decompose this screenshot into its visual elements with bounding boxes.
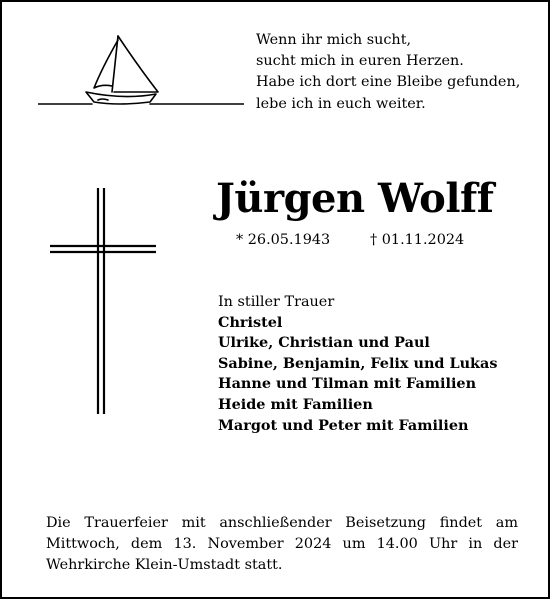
mourners-list (218, 292, 538, 436)
deceased-name: Jürgen Wolff (216, 175, 494, 222)
mourner-name: Christel (218, 313, 283, 331)
service-announcement (46, 513, 518, 576)
poem-line: sucht mich in euren Herzen. (256, 53, 464, 70)
service-line: Die Trauerfeier mit anschließender Beisetzung findet am (46, 515, 518, 531)
poem-line: Habe ich dort eine Bleibe gefunden, (256, 74, 521, 91)
cross-icon (50, 188, 156, 414)
service-line: Mittwoch, dem 13. November 2024 um 14.00 Uhr in der (46, 536, 518, 552)
death-date: † 01.11.2024 (370, 232, 465, 248)
poem (256, 30, 546, 115)
birth-date: * 26.05.1943 (236, 232, 331, 248)
mourner-name: Hanne und Tilman mit Familien (218, 375, 477, 393)
mourner-name: Heide mit Familien (218, 395, 373, 413)
sailboat-icon (38, 30, 244, 108)
mourners-intro: In stiller Trauer (218, 294, 335, 310)
service-line: Wehrkirche Klein-Umstadt statt. (46, 557, 283, 573)
mourner-name: Ulrike, Christian und Paul (218, 334, 430, 352)
poem-line: lebe ich in euch weiter. (256, 95, 426, 112)
poem-line: Wenn ihr mich sucht, (256, 32, 412, 48)
mourner-name: Sabine, Benjamin, Felix und Lukas (218, 354, 498, 372)
mourner-name: Margot und Peter mit Familien (218, 416, 469, 434)
